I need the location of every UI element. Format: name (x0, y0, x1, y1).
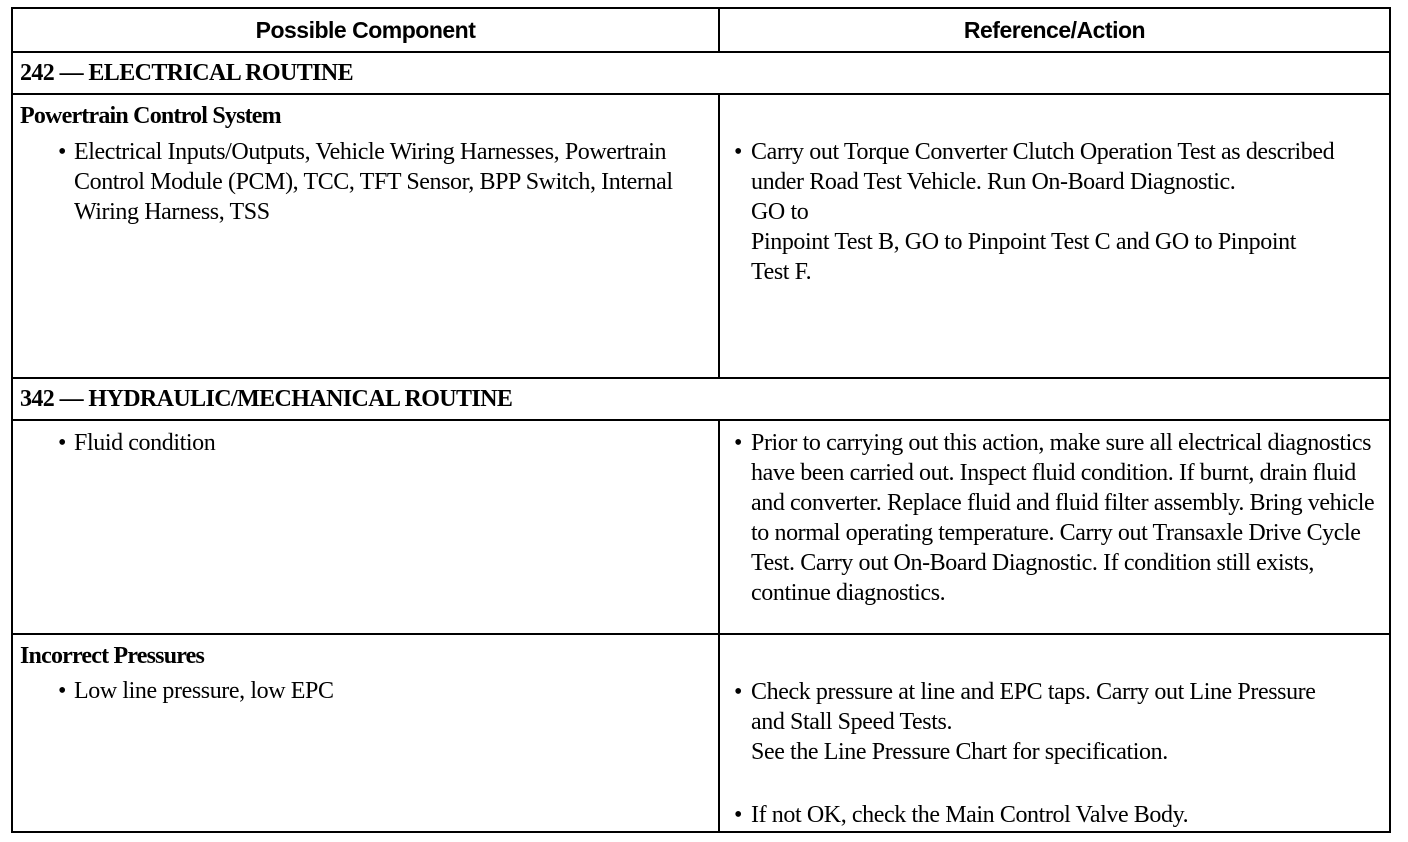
section-title-electrical-routine: 242 — ELECTRICAL ROUTINE (20, 59, 354, 86)
bullet-icon: • (734, 139, 743, 165)
reference-action-cell (720, 635, 1389, 831)
section-row-electrical-routine (13, 51, 1389, 93)
component-text: Electrical Inputs/Outputs, Vehicle Wiring Harnesses, Powertrain Control Module (PCM), TCC, TFT Sensor, BPP Switch, Internal Wiring Harness, TSS (74, 139, 673, 225)
bullet-icon: • (734, 802, 743, 828)
column-header-reference-action: Reference/Action (963, 16, 1146, 43)
possible-component-cell (13, 95, 720, 377)
table-row-fluid-condition (13, 419, 1389, 633)
list-item (734, 800, 1389, 830)
list-item (58, 137, 684, 227)
table-row-powertrain-control-system (13, 93, 1389, 377)
component-text: Low line pressure, low EPC (74, 678, 334, 704)
action-text: Carry out Torque Converter Clutch Operation Test as described under Road Test Vehicle. Run On-Board Diagnostic. (751, 139, 1335, 195)
section-title-hydraulic-mechanical-routine: 342 — HYDRAULIC/MECHANICAL ROUTINE (20, 385, 513, 412)
bullet-icon: • (734, 430, 743, 456)
action-text-pinpoint-tests: Pinpoint Test B, GO to Pinpoint Test C and GO to Pinpoint Test F. (751, 229, 1297, 285)
subheading-incorrect-pressures: Incorrect Pressures (20, 643, 205, 669)
list-item (58, 428, 718, 458)
possible-component-cell (13, 635, 720, 831)
list-item (734, 677, 1351, 737)
bullet-icon: • (58, 430, 67, 456)
list-item (58, 676, 718, 706)
table-header-row (13, 9, 1389, 51)
column-header-possible-component: Possible Component (13, 9, 720, 51)
action-text-go-to: GO to (751, 199, 809, 225)
list-item (734, 137, 1341, 197)
bullet-icon: • (734, 679, 743, 705)
action-text-line-pressure-chart: See the Line Pressure Chart for specification. (751, 739, 1168, 765)
diagnostic-table (11, 7, 1391, 833)
action-text: Prior to carrying out this action, make sure all electrical diagnostics have been carried out. Inspect fluid condition. If burnt, drain fluid and converter. Replace fluid and fluid filter assembly. Bring vehicle to normal operating temperature. Carry out Transaxle Drive Cycle Test. Carry out On-Board Diagnostic. If condition still exists, continue diagnostics. (751, 430, 1375, 606)
reference-action-cell (720, 421, 1389, 633)
bullet-icon: • (58, 139, 67, 165)
possible-component-cell (13, 421, 720, 633)
reference-action-cell (720, 95, 1389, 377)
action-text: Check pressure at line and EPC taps. Carry out Line Pressure and Stall Speed Tests. (751, 679, 1316, 735)
table-row-incorrect-pressures (13, 633, 1389, 831)
action-text: If not OK, check the Main Control Valve Body. (751, 802, 1189, 828)
bullet-icon: • (58, 678, 67, 704)
subheading-powertrain-control-system: Powertrain Control System (20, 103, 281, 129)
section-row-hydraulic-mechanical-routine (13, 377, 1389, 419)
component-text: Fluid condition (74, 430, 216, 456)
list-item (734, 428, 1376, 608)
